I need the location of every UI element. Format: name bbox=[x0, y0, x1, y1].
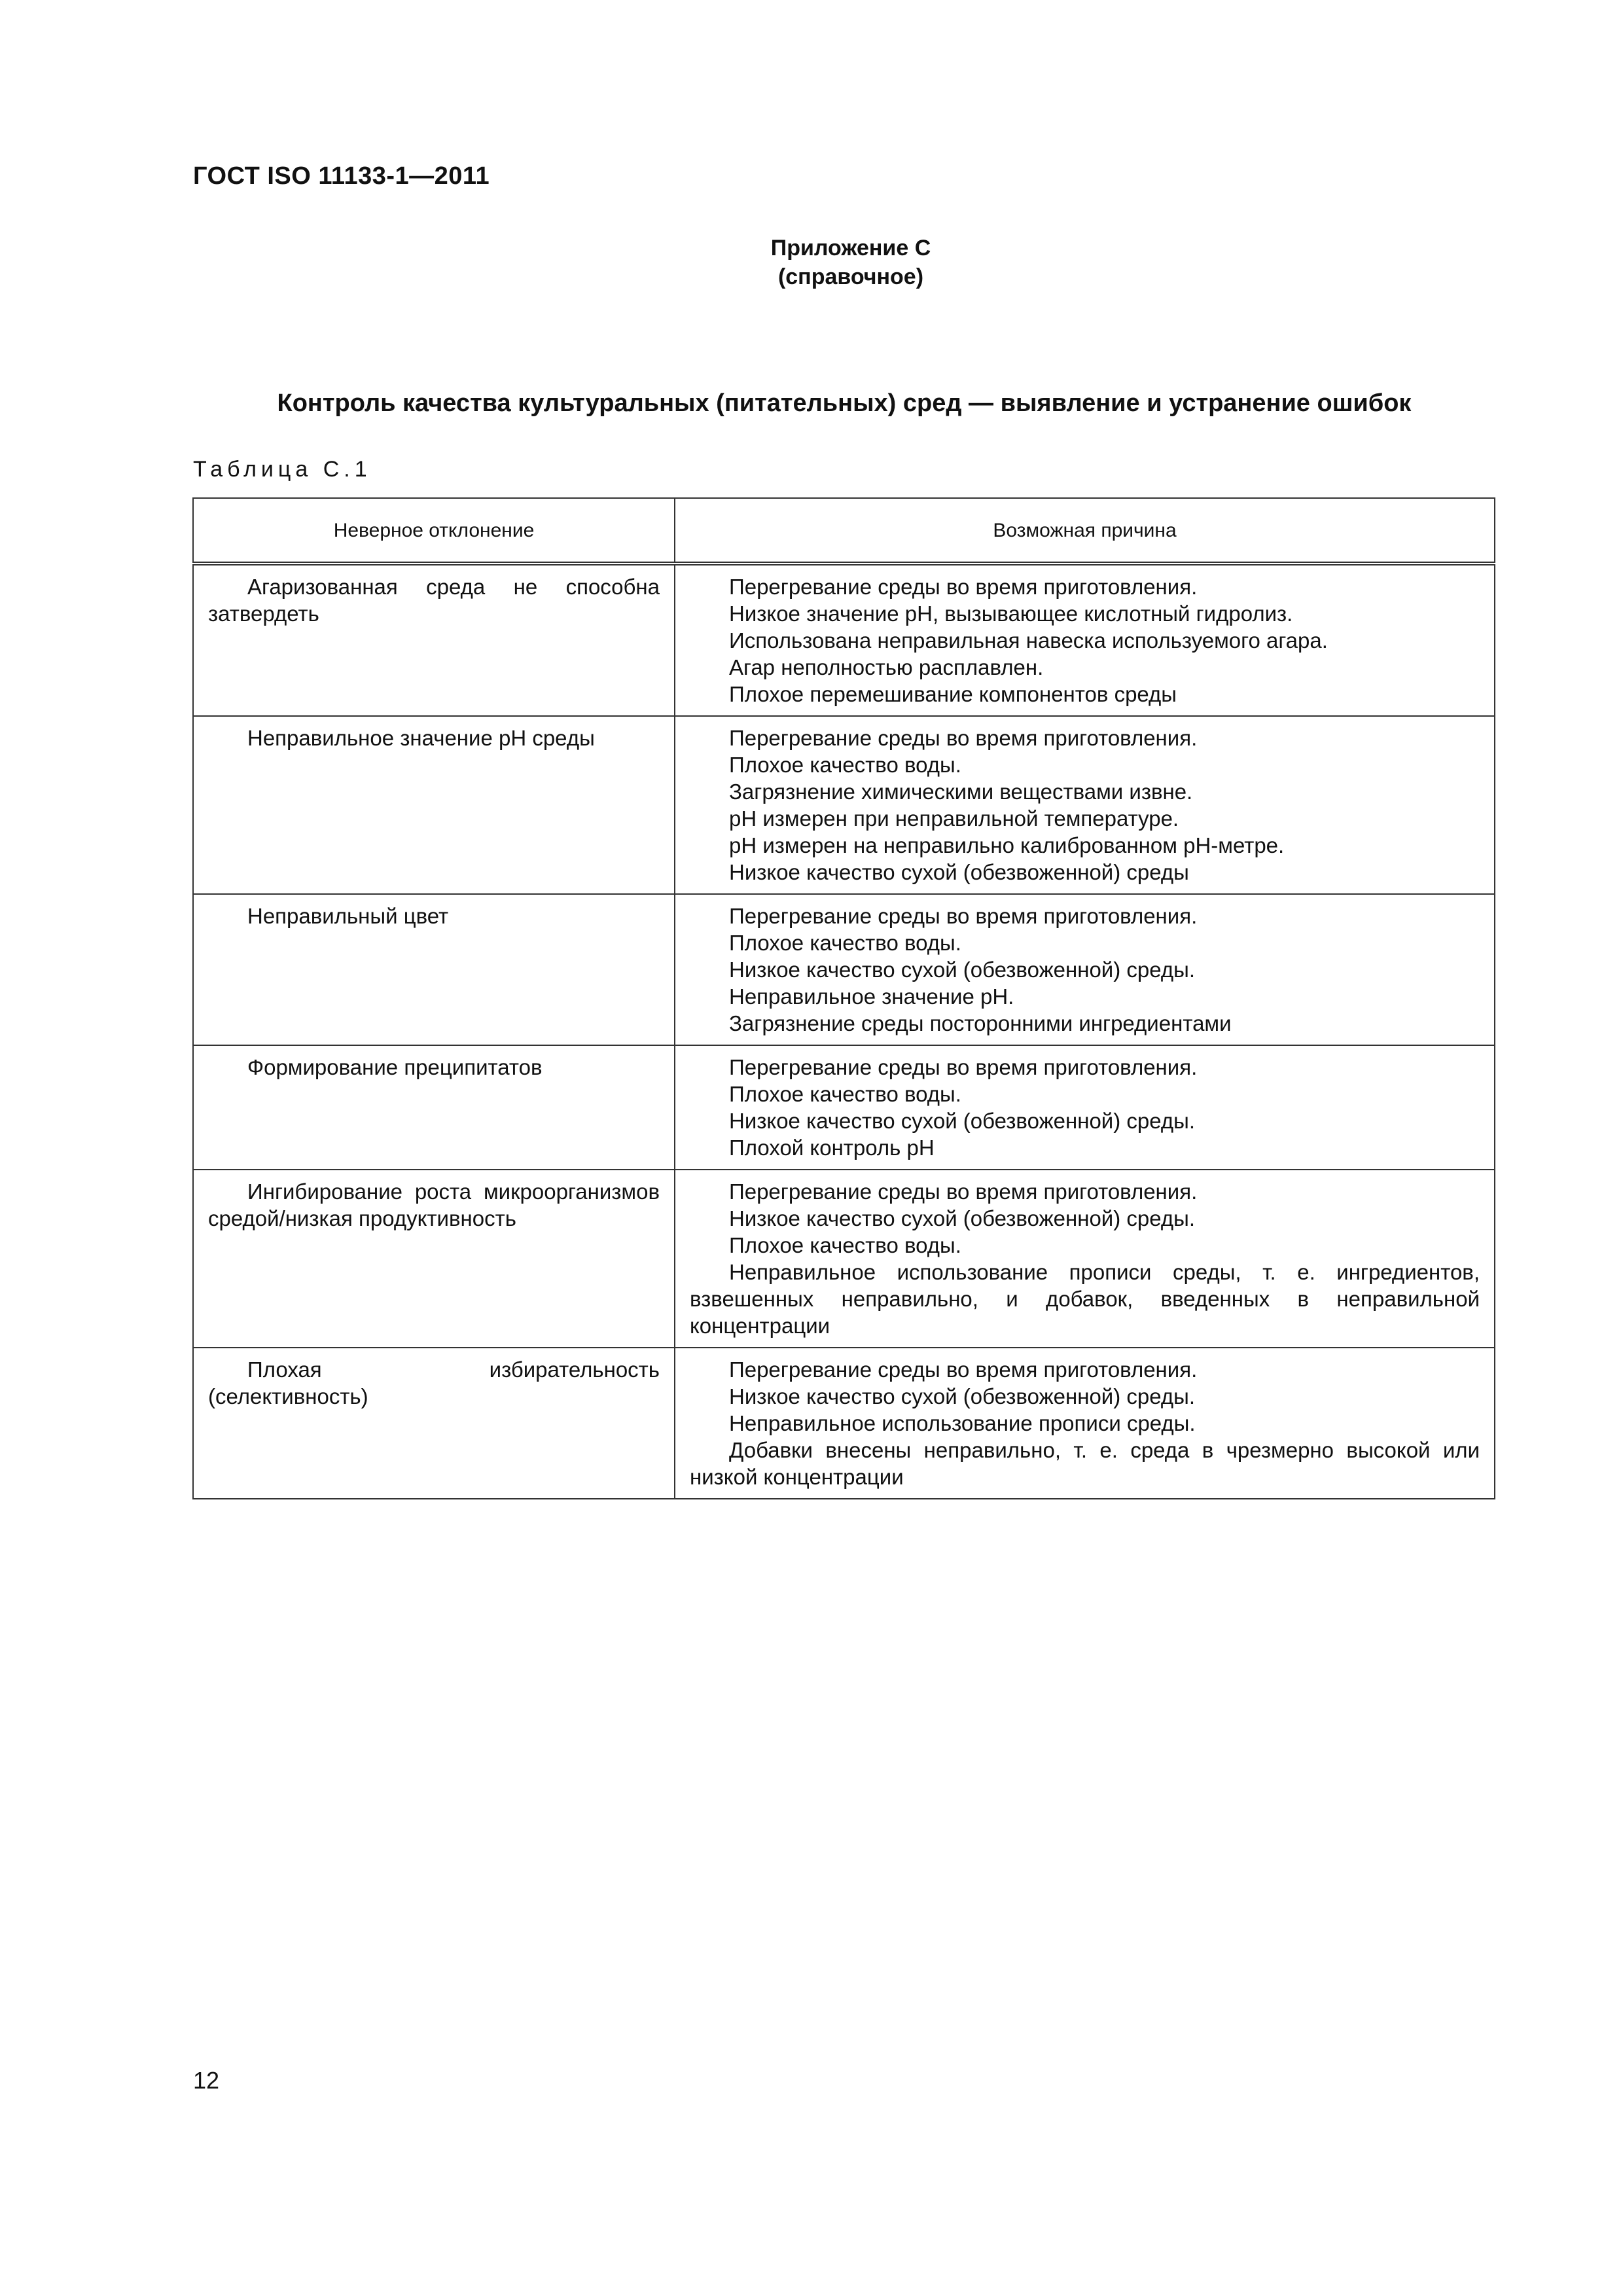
appendix-type: (справочное) bbox=[777, 264, 924, 289]
cause-item: Перегревание среды во время приготовления. bbox=[729, 1357, 1198, 1382]
deviation-text: Формирование преципитатов bbox=[247, 1055, 543, 1079]
deviation-cell bbox=[193, 564, 675, 716]
cause-cell bbox=[675, 894, 1495, 1045]
appendix-title: Приложение С bbox=[770, 236, 931, 260]
cause-item: Плохое качество воды. bbox=[729, 1233, 961, 1257]
cause-cell bbox=[675, 1170, 1495, 1348]
column-header-deviation: Неверное отклонение bbox=[193, 498, 675, 564]
cause-item: Низкое качество сухой (обезвоженной) среды bbox=[729, 860, 1189, 884]
table-header-row bbox=[193, 498, 1495, 564]
table-row bbox=[193, 564, 1495, 716]
cause-item: Использована неправильная навеска используемого агара. bbox=[729, 628, 1328, 653]
cause-item: Плохое качество воды. bbox=[729, 753, 961, 777]
cause-item: Низкое качество сухой (обезвоженной) среды. bbox=[729, 1109, 1196, 1133]
cause-item: Плохое качество воды. bbox=[729, 1082, 961, 1106]
deviation-text: Неправильный цвет bbox=[247, 904, 449, 928]
table-row bbox=[193, 1170, 1495, 1348]
cause-item: Добавки внесены неправильно, т. е. среда в чрезмерно высокой или низкой концентрации bbox=[690, 1438, 1480, 1489]
table-caption: Таблица С.1 bbox=[193, 457, 372, 482]
cause-item: pH измерен при неправильной температуре. bbox=[729, 806, 1179, 831]
cause-item: Низкое качество сухой (обезвоженной) среды. bbox=[729, 1206, 1196, 1230]
deviation-text: Ингибирование роста микроорганизмов средой/низкая продуктивность bbox=[208, 1179, 660, 1230]
cause-cell bbox=[675, 1348, 1495, 1499]
deviation-text: Агаризованная среда не способна затвердеть bbox=[208, 575, 660, 626]
page-title: Контроль качества культуральных (питательных) сред — выявление и устранение ошибок bbox=[277, 389, 1412, 417]
cause-item: Неправильное значение pH. bbox=[729, 984, 1014, 1009]
cause-item: Загрязнение среды посторонними ингредиентами bbox=[729, 1011, 1232, 1035]
cause-item: Неправильное использование прописи среды, т. е. ингредиентов, взвешенных неправильно, и добавок, введенных в неправильной концентрации bbox=[690, 1260, 1480, 1338]
cause-cell bbox=[675, 716, 1495, 894]
troubleshooting-table bbox=[192, 497, 1495, 1499]
appendix-heading bbox=[654, 234, 1047, 291]
deviation-cell bbox=[193, 1170, 675, 1348]
deviation-cell bbox=[193, 1045, 675, 1170]
column-header-cause: Возможная причина bbox=[675, 498, 1495, 564]
deviation-cell bbox=[193, 1348, 675, 1499]
cause-item: Перегревание среды во время приготовления. bbox=[729, 726, 1198, 750]
cause-item: Плохое перемешивание компонентов среды bbox=[729, 682, 1177, 706]
table-row bbox=[193, 716, 1495, 894]
document-code: ГОСТ ISO 11133-1—2011 bbox=[193, 162, 490, 190]
cause-item: Низкое значение pH, вызывающее кислотный гидролиз. bbox=[729, 601, 1293, 626]
cause-item: Перегревание среды во время приготовления. bbox=[729, 1179, 1198, 1204]
cause-item: Агар неполностью расплавлен. bbox=[729, 655, 1044, 679]
cause-item: Перегревание среды во время приготовления. bbox=[729, 1055, 1198, 1079]
cause-item: Плохой контроль pH bbox=[729, 1136, 935, 1160]
page-number: 12 bbox=[193, 2067, 220, 2094]
cause-cell bbox=[675, 564, 1495, 716]
cause-item: Низкое качество сухой (обезвоженной) среды. bbox=[729, 1384, 1196, 1408]
deviation-text: Неправильное значение pH среды bbox=[247, 726, 595, 750]
cause-item: Перегревание среды во время приготовления. bbox=[729, 904, 1198, 928]
table-row bbox=[193, 894, 1495, 1045]
cause-item: Загрязнение химическими веществами извне. bbox=[729, 780, 1193, 804]
table-row bbox=[193, 1348, 1495, 1499]
deviation-text: Плохая избирательность (селективность) bbox=[208, 1357, 660, 1408]
cause-item: Плохое качество воды. bbox=[729, 931, 961, 955]
cause-item: Низкое качество сухой (обезвоженной) среды. bbox=[729, 958, 1196, 982]
cause-cell bbox=[675, 1045, 1495, 1170]
cause-item: pH измерен на неправильно калиброванном pH-метре. bbox=[729, 833, 1285, 857]
cause-item: Перегревание среды во время приготовления. bbox=[729, 575, 1198, 599]
deviation-cell bbox=[193, 894, 675, 1045]
deviation-cell bbox=[193, 716, 675, 894]
table-row bbox=[193, 1045, 1495, 1170]
cause-item: Неправильное использование прописи среды. bbox=[729, 1411, 1196, 1435]
